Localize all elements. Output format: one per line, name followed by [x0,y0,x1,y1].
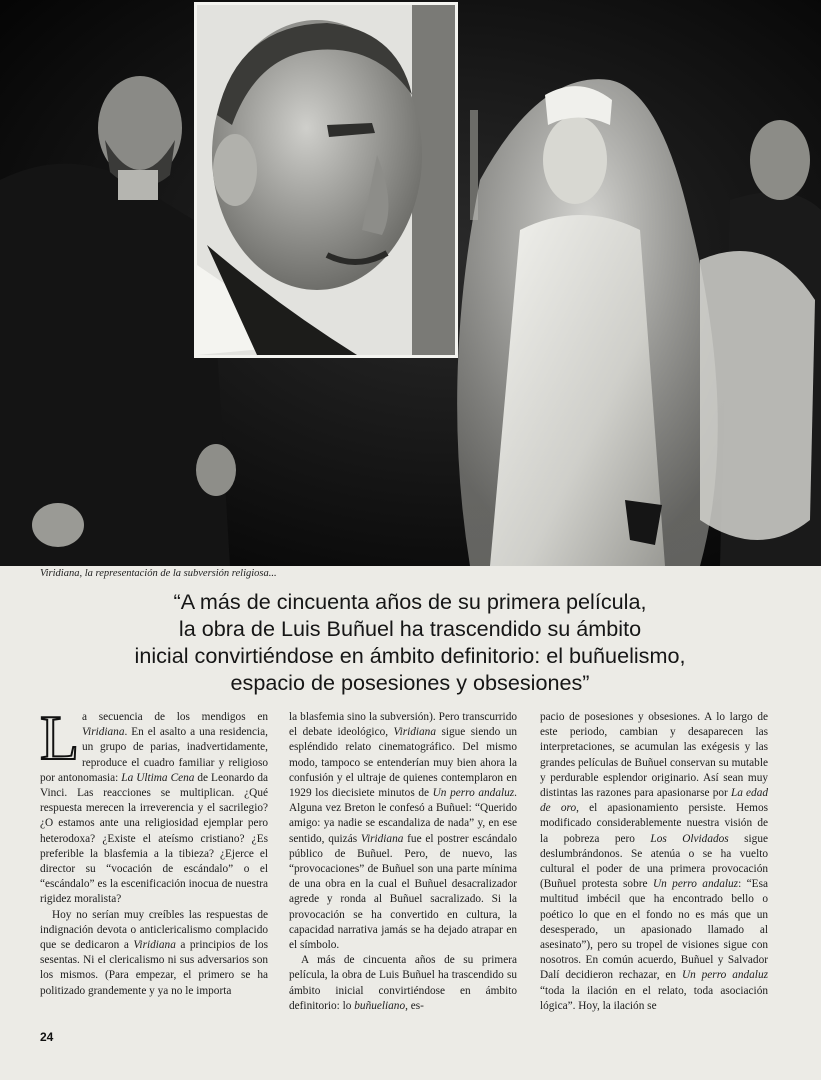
article-column-3 [540,710,768,1014]
artwork-title: La Ultima Cena [121,771,195,784]
text-run: . Alguna vez Breton le confesó a Buñuel: “Querido amigo: ya nadie se escandaliza de nada” y, en ese sentido, quizás [289,787,517,845]
bunuel-portrait-inset [194,2,458,358]
film-title: Viridiana [133,939,176,952]
pull-quote-line-2: la obra de Luis Buñuel ha trascendido su ámbito [178,616,642,641]
article-column-2 [289,710,517,1014]
text-run: A más de cincuenta años de su primera película, la obra de Luis Buñuel ha trascendido su ámbito inicial convirtiéndose en ámbito definitorio: lo [289,954,517,1012]
article-column-1 [40,702,268,999]
paragraph [289,953,517,1014]
paragraph [40,908,268,999]
drop-cap: L [40,702,80,773]
text-run: la blasfemia sino la subversión). Pero transcurrido el debate ideológico, [289,711,517,739]
text-run: sigue deslumbrándonos. Se atenúa o se ha vuelto cultural el poder de una primera provocación (Buñuel protesta sobre [540,832,768,891]
text-run: . En el asalto a una residencia, un grupo de parias, inadvertidamente, reproduce el cuadro familiar y religioso por antonomasia: [40,726,268,784]
film-title: Un perro andaluz [432,787,515,800]
portrait-illustration [197,5,455,355]
text-run: “toda la ilación en el relato, toda asociación lógica”. Hoy, la ilación se [540,984,768,1012]
text-run: de Leonardo da Vinci. Las reacciones se multiplican. ¿Qué respuesta merecen la irreverencia y el sacrilegio? ¿O estamos ante una religiosidad ejemplar pero heterodoxa? ¿Existe el ateísmo cristiano? ¿Es preferible la blasfemia a la tibieza? ¿Ejerce el director su “vocación de escándalo” o el “escándalo” es la escenificación inocua de nuestra rigidez moralista? [40,771,268,906]
paragraph [40,702,268,908]
film-title: Viridiana [393,726,436,739]
photo-caption: Viridiana, la representación de la subversión religiosa... [40,568,277,579]
film-title: Los Olvidados [650,832,729,845]
text-run: a secuencia de los mendigos en [82,711,268,723]
emphasized-term: buñueliano [354,999,406,1012]
text-run: Hoy no serían muy creíbles las respuestas de indignación devota o anticlericalismo complacido que se dedicaron a [40,908,268,952]
pull-quote-line-3: inicial convirtiéndose en ámbito definitorio: el buñuelismo, [134,643,686,668]
paragraph [540,710,768,1014]
page-number: 24 [40,1030,54,1044]
text-run: , el apasionamiento persiste. Hemos modificado considerablemente nuestra visión de la pobreza pero [540,802,768,845]
pull-quote-line-1: “A más de cincuenta años de su primera película, [173,589,647,614]
text-run: : “Esa multitud imbécil que ha encontrado bello o poético lo que en el fondo no es más que un desesperado, un apasionado llamado al asesinato”), pero su tropel de visiones sigue con nosotros. En común acuerdo, Buñuel y Salvador Dalí decidieron rechazar, en [540,878,768,982]
text-run: a principios de los sesentas. Ni el clericalismo ni sus adversarios son los mismos. (Para empezar, el primero se ha politizado grandemente y ya no le importa [40,939,268,997]
film-title: Viridiana [360,832,404,845]
text-run: , es- [405,999,424,1012]
film-title: Un perro andaluz [681,969,768,982]
film-title: Viridiana [82,726,125,739]
pull-quote-line-4: espacio de posesiones y obsesiones” [230,670,590,695]
film-title: Un perro andaluz [652,878,739,891]
pull-quote [60,588,760,696]
text-run: pacio de posesiones y obsesiones. A lo largo de este periodo, cambian y desaparecen las interpretaciones, se acumulan las exégesis y las grandes películas de Buñuel conservan su mutable y perdurable esplendor originario. Así sean muy distintas las razones para apasionarse por [540,711,768,800]
text-run: fue el postrer escándalo público de Buñuel. Pero, de nuevo, las “provocaciones” de Buñuel son una parte mínima de una obra en la cual el Buñuel desacralizador agrede y ronda al Buñuel sacralizado. Si la provocación se ha convertido en cultura, la capacidad narrativa jamás se ha dejado atrapar en el símbolo. [289,832,518,952]
film-title: La edad de oro [540,787,769,815]
text-run: sigue siendo un espléndido relato cinematográfico. Del mismo modo, tampoco se entenderían muy bien ahora la confusión y el ultraje de quienes contemplaron en 1929 los diecisiete minutos de [289,726,517,800]
paragraph [289,710,517,953]
